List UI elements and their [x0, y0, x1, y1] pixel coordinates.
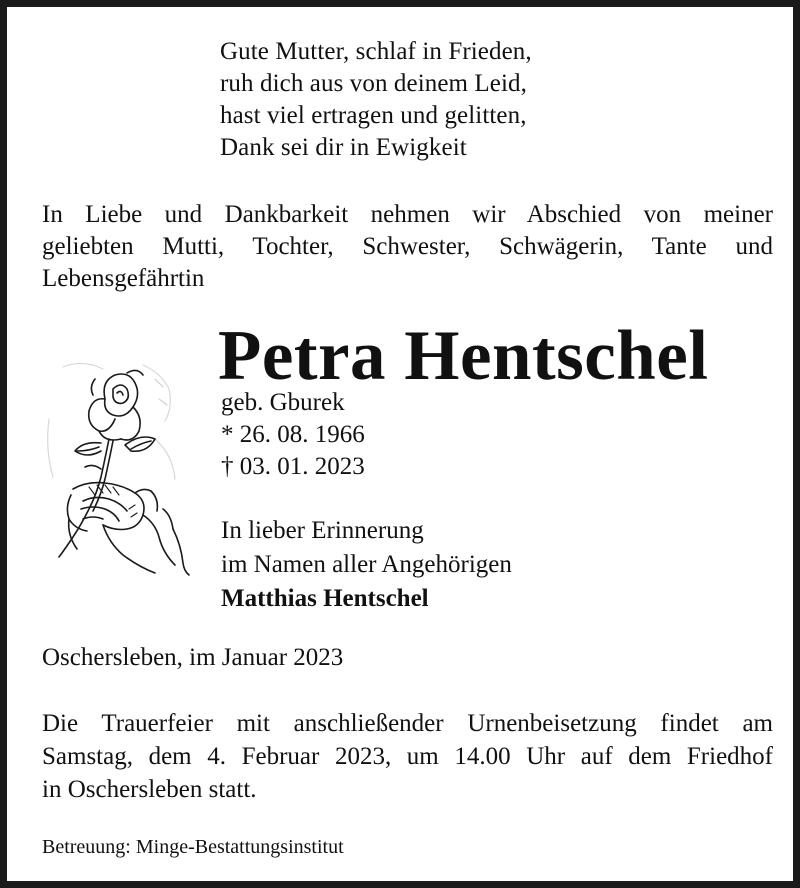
relatives-line: im Namen aller Angehörigen — [221, 551, 512, 578]
funeral-line: Samstag, dem 4. Februar 2023, um 14.00 Uhr auf dem Friedhof — [42, 743, 773, 770]
hand-holding-rose-icon — [43, 359, 195, 577]
place-date: Oschersleben, im Januar 2023 — [42, 644, 344, 671]
farewell-line: In Liebe und Dankbarkeit nehmen wir Abschied von meiner — [42, 201, 773, 228]
funeral-line: Die Trauerfeier mit anschließender Urnenbeisetzung findet am — [42, 710, 773, 737]
farewell-line: Lebensgefährtin — [42, 265, 205, 292]
poem-line: Gute Mutter, schlaf in Frieden, — [220, 38, 532, 65]
funeral-home: Betreuung: Minge-Bestattungsinstitut — [42, 836, 344, 858]
maiden-name: geb. Gburek — [221, 389, 345, 416]
farewell-text — [42, 199, 773, 295]
signer-name: Matthias Hentschel — [221, 585, 429, 612]
birth-date: * 26. 08. 1966 — [221, 421, 365, 448]
remembrance-line: In lieber Erinnerung — [221, 517, 424, 544]
deceased-name: Petra Hentschel — [218, 317, 709, 395]
poem-line: ruh dich aus von deinem Leid, — [220, 70, 527, 97]
poem-line: hast viel ertragen und gelitten, — [220, 102, 527, 129]
deceased-details — [221, 387, 365, 483]
death-date: † 03. 01. 2023 — [221, 453, 365, 480]
poem-line: Dank sei dir in Ewigkeit — [220, 134, 467, 161]
funeral-line: in Oschersleben statt. — [42, 776, 257, 803]
funeral-info — [42, 707, 773, 806]
poem — [220, 36, 532, 164]
mourners-block — [221, 514, 512, 616]
farewell-line: geliebten Mutti, Tochter, Schwester, Schwägerin, Tante und — [42, 233, 773, 260]
